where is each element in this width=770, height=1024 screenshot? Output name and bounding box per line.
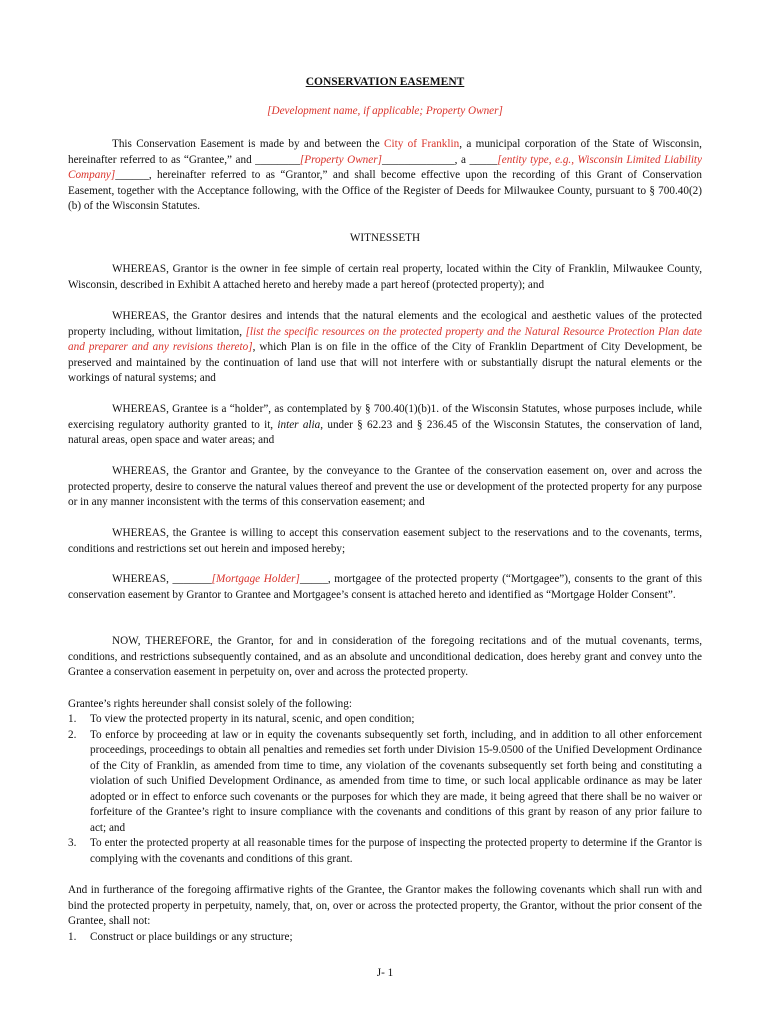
city-name: City of Franklin <box>384 138 460 150</box>
inter-alia: inter alia <box>277 418 321 431</box>
whereas3-text-2: , under § 62.23 and § 236.45 of the Wisconsin Statutes, the conservation of land, natural areas, open space and water areas; and <box>68 418 702 446</box>
whereas-paragraph-6 <box>68 572 702 603</box>
intro-text-1: This Conservation Easement is made by and between the <box>112 138 385 150</box>
whereas2-text-2: , which Plan is on file in the office of the City of Franklin Department of City Development, be preserved and maintained by the continuation of land use that will not interfere with or substantially disrupt the natural elements or the workings of natural systems; and <box>68 341 703 384</box>
whereas-paragraph-2 <box>68 309 702 387</box>
intro-text-4: ______, hereinafter referred to as “Grantor,” and shall become effective upon the recording of this Grant of Conservation Easement, together with the Acceptance following, with the Office of the Register of Deeds for Milwaukee County, pursuant to § 700.40(2)(b) of the Wisconsin Statutes. <box>68 169 702 212</box>
whereas-paragraph-5: WHEREAS, the Grantee is willing to accept this conservation easement subject to the reservations and to the covenants, terms, conditions and restrictions set out herein and imposed hereby; <box>68 527 702 555</box>
property-owner-placeholder: [Property Owner] <box>299 153 382 166</box>
rights-intro: Grantee’s rights hereunder shall consist solely of the following: <box>68 698 352 710</box>
page-number: J- 1 <box>376 967 394 979</box>
list-number: 1. <box>68 931 77 943</box>
list-number: 3. <box>68 837 77 849</box>
mortgage-holder-placeholder: [Mortgage Holder] <box>211 573 300 585</box>
list-text: To view the protected property in its natural, scenic, and open condition; <box>90 713 415 725</box>
whereas6-text-2: _____, mortgagee of the protected property (“Mortgagee”), consents to the grant of this conservation easement by Grantor to Grantee and Mortgagee’s consent is attached hereto and identified as “Mortgage Holder Consent”. <box>68 573 702 601</box>
whereas-paragraph-4: WHEREAS, the Grantor and Grantee, by the conveyance to the Grantee of the conservation easement on, over and across the protected property, desire to conserve the natural values thereof and prevent the use or development of the protected property for any purpose or in any manner inconsistent with the terms of this conservation easement; and <box>68 465 702 508</box>
rights-list <box>68 712 702 867</box>
whereas-paragraph-3 <box>68 402 702 449</box>
list-item <box>68 836 702 867</box>
whereas2-text-1: WHEREAS, the Grantor desires and intends that the natural elements and the ecological and aesthetic values of the protected property including, without limitation, <box>68 310 702 338</box>
whereas3-text-1: WHEREAS, Grantee is a “holder”, as contemplated by § 700.40(1)(b)1. of the Wisconsin Statutes, whose purposes include, while exercising regulatory authority granted to it, <box>68 403 702 431</box>
resources-placeholder: [list the specific resources on the protected property and the Natural Resource Protection Plan date and preparer and any revisions thereto] <box>68 325 702 353</box>
entity-type-placeholder: [entity type, e.g., Wisconsin Limited Liability Company] <box>68 153 703 181</box>
document-title: CONSERVATION EASEMENT <box>305 76 465 88</box>
list-item <box>68 728 702 837</box>
list-item <box>68 712 702 728</box>
list-text: To enforce by proceeding at law or in equity the covenants subsequently set forth, including, and in addition to all other enforcement proceedings, proceedings to obtain all penalties and remedies set forth under Division 15-9.0500 of the Unified Development Ordinance of the City of Franklin, as amended from time to time, any violation of the covenants subsequently set forth being and constituting a violation of such Unified Development Ordinance, as amended from time to time, or such local applicable ordinance as may be later adopted or in effect to enforce such covenants or the purposes for which they are made, it being agreed that there shall be no waiver or forfeiture of the Grantee’s right to insure compliance with the covenants and conditions of this grant by reason of any prior failure to act; and <box>90 728 702 834</box>
list-text: To enter the protected property at all reasonable times for the purpose of inspecting the protected property to determine if the Grantor is complying with the covenants and conditions of this grant. <box>90 837 702 865</box>
list-number: 2. <box>68 728 77 741</box>
document-subtitle: [Development name, if applicable; Property Owner] <box>267 105 503 117</box>
list-item <box>68 930 702 946</box>
intro-paragraph <box>68 137 702 215</box>
whereas-paragraph-1: WHEREAS, Grantor is the owner in fee simple of certain real property, located within the City of Franklin, Milwaukee County, Wisconsin, described in Exhibit A attached hereto and hereby made a part hereof (protected property); and <box>68 263 702 291</box>
covenants-list <box>68 930 702 946</box>
list-text: Construct or place buildings or any structure; <box>90 931 293 943</box>
intro-text-3: _____________, a _____ <box>381 153 498 166</box>
now-therefore-paragraph: NOW, THEREFORE, the Grantor, for and in consideration of the foregoing recitations and of the mutual covenants, terms, conditions, and restrictions subsequently contained, and as an absolute and unconditional dedication, does hereby grant and convey unto the Grantee a conservation easement in perpetuity on, over and across the protected property. <box>68 635 702 678</box>
list-number: 1. <box>68 713 77 725</box>
whereas6-text-1: WHEREAS, _______ <box>112 573 212 585</box>
furtherance-paragraph: And in furtherance of the foregoing affirmative rights of the Grantee, the Grantor makes the following covenants which shall run with and bind the protected property in perpetuity, namely, that, on, over or across the protected property, the Grantor, without the prior consent of the Grantee, shall not: <box>68 884 702 927</box>
intro-text-2: , a municipal corporation of the State of Wisconsin, hereinafter referred to as “Grantee,” and ________ <box>68 138 702 166</box>
witnesseth-heading: WITNESSETH <box>349 232 421 244</box>
